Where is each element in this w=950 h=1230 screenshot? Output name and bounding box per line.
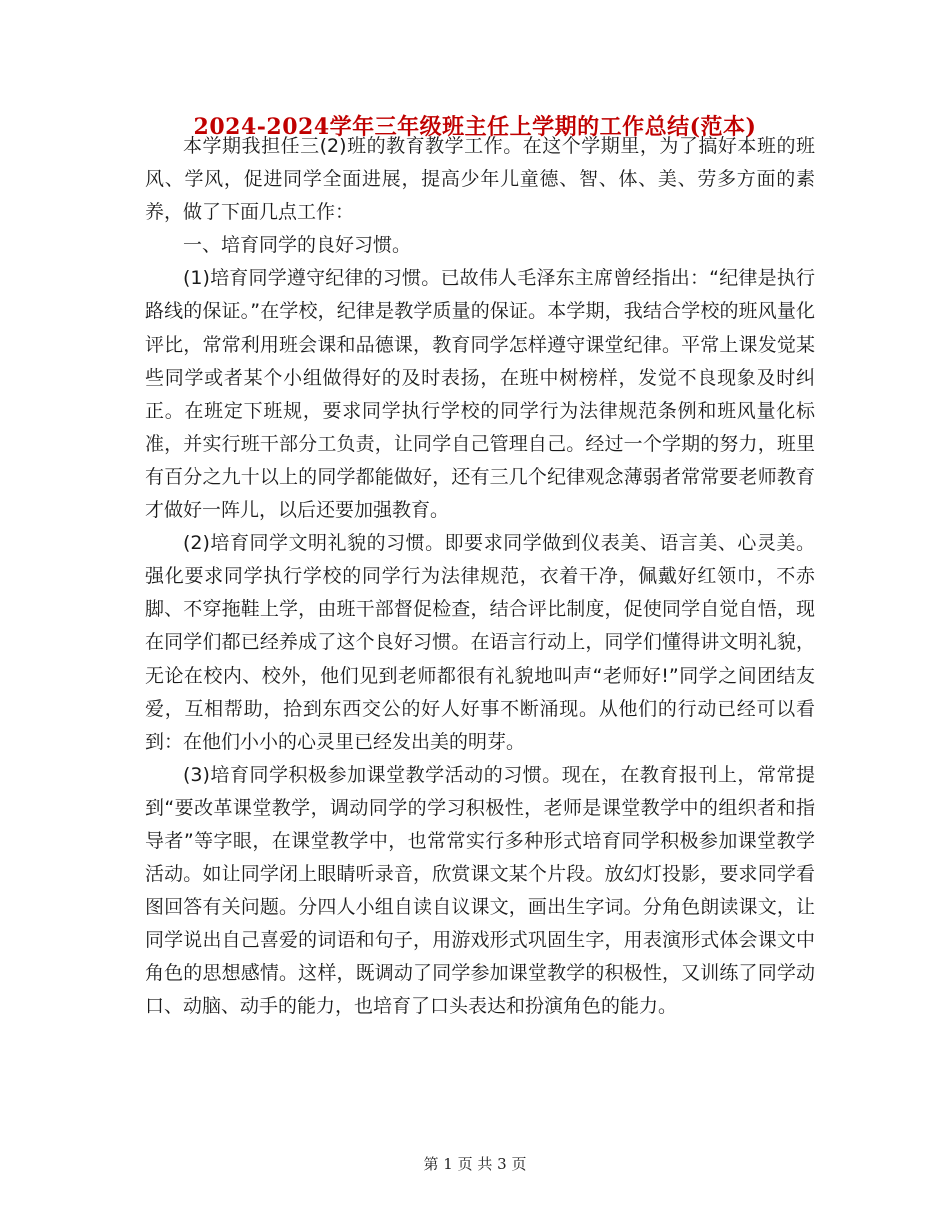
section-heading: 一、培育同学的良好习惯。 [183,234,412,257]
paragraph-participation: (3)培育同学积极参加课堂教学活动的习惯。现在，在教育报刊上，常常提到“要改革课堂教学，调动同学的学习积极性，老师是课堂教学中的组织者和指导者”等字眼，在课堂教学中，也常常实行多种形式培育同学积极参加课堂教学活动。如让同学闭上眼睛听录音，欣赏课文某个片段。放幻灯投影，要求同学看图回答有关问题。分四人小组自读自议课文，画出生字词。分角色朗读课文，让同学说出自己喜爱的词语和句子，用游戏形式巩固生字，用表演形式体会课文中角色的思想感情。这样，既调动了同学参加课堂教学的积极性，又训练了同学动口、动脑、动手的能力，也培育了口头表达和扮演角色的能力。 [145,763,815,1018]
paragraph-courtesy: (2)培育同学文明礼貌的习惯。即要求同学做到仪表美、语言美、心灵美。强化要求同学执行学校的同学行为法律规范，衣着干净，佩戴好红领巾，不赤脚、不穿拖鞋上学，由班干部督促检查，结合评比制度，促使同学自觉自悟，现在同学们都已经养成了这个良好习惯。在语言行动上，同学们懂得讲文明礼貌，无论在校内、校外，他们见到老师都很有礼貌地叫声“老师好!”同学之间团结友爱，互相帮助，拾到东西交公的好人好事不断涌现。从他们的行动已经可以看到：在他们小小的心灵里已经发出美的明芽。 [145,532,815,753]
paragraph-discipline: (1)培育同学遵守纪律的习惯。已故伟人毛泽东主席曾经指出：“纪律是执行路线的保证。”在学校，纪律是教学质量的保证。本学期，我结合学校的班风量化评比，常常利用班会课和品德课，教育同学怎样遵守课堂纪律。平常上课发觉某些同学或者某个小组做得好的及时表扬，在班中树榜样，发觉不良现象及时纠正。在班定下班规，要求同学执行学校的同学行为法律规范条例和班风量化标准，并实行班干部分工负责，让同学自己管理自己。经过一个学期的努力，班里有百分之九十以上的同学都能做好，还有三几个纪律观念薄弱者常常要老师教育才做好一阵儿，以后还要加强教育。 [145,267,815,522]
paragraph-intro: 本学期我担任三(2)班的教育教学工作。在这个学期里，为了搞好本班的班风、学风，促进同学全面进展，提高少年儿童德、智、体、美、劳多方面的素养，做了下面几点工作： [145,135,815,224]
page-number-footer: 第 1 页 共 3 页 [423,1155,527,1173]
document-title: 2024-2024学年三年级班主任上学期的工作总结(范本) [193,114,757,140]
document-body [145,130,815,1024]
